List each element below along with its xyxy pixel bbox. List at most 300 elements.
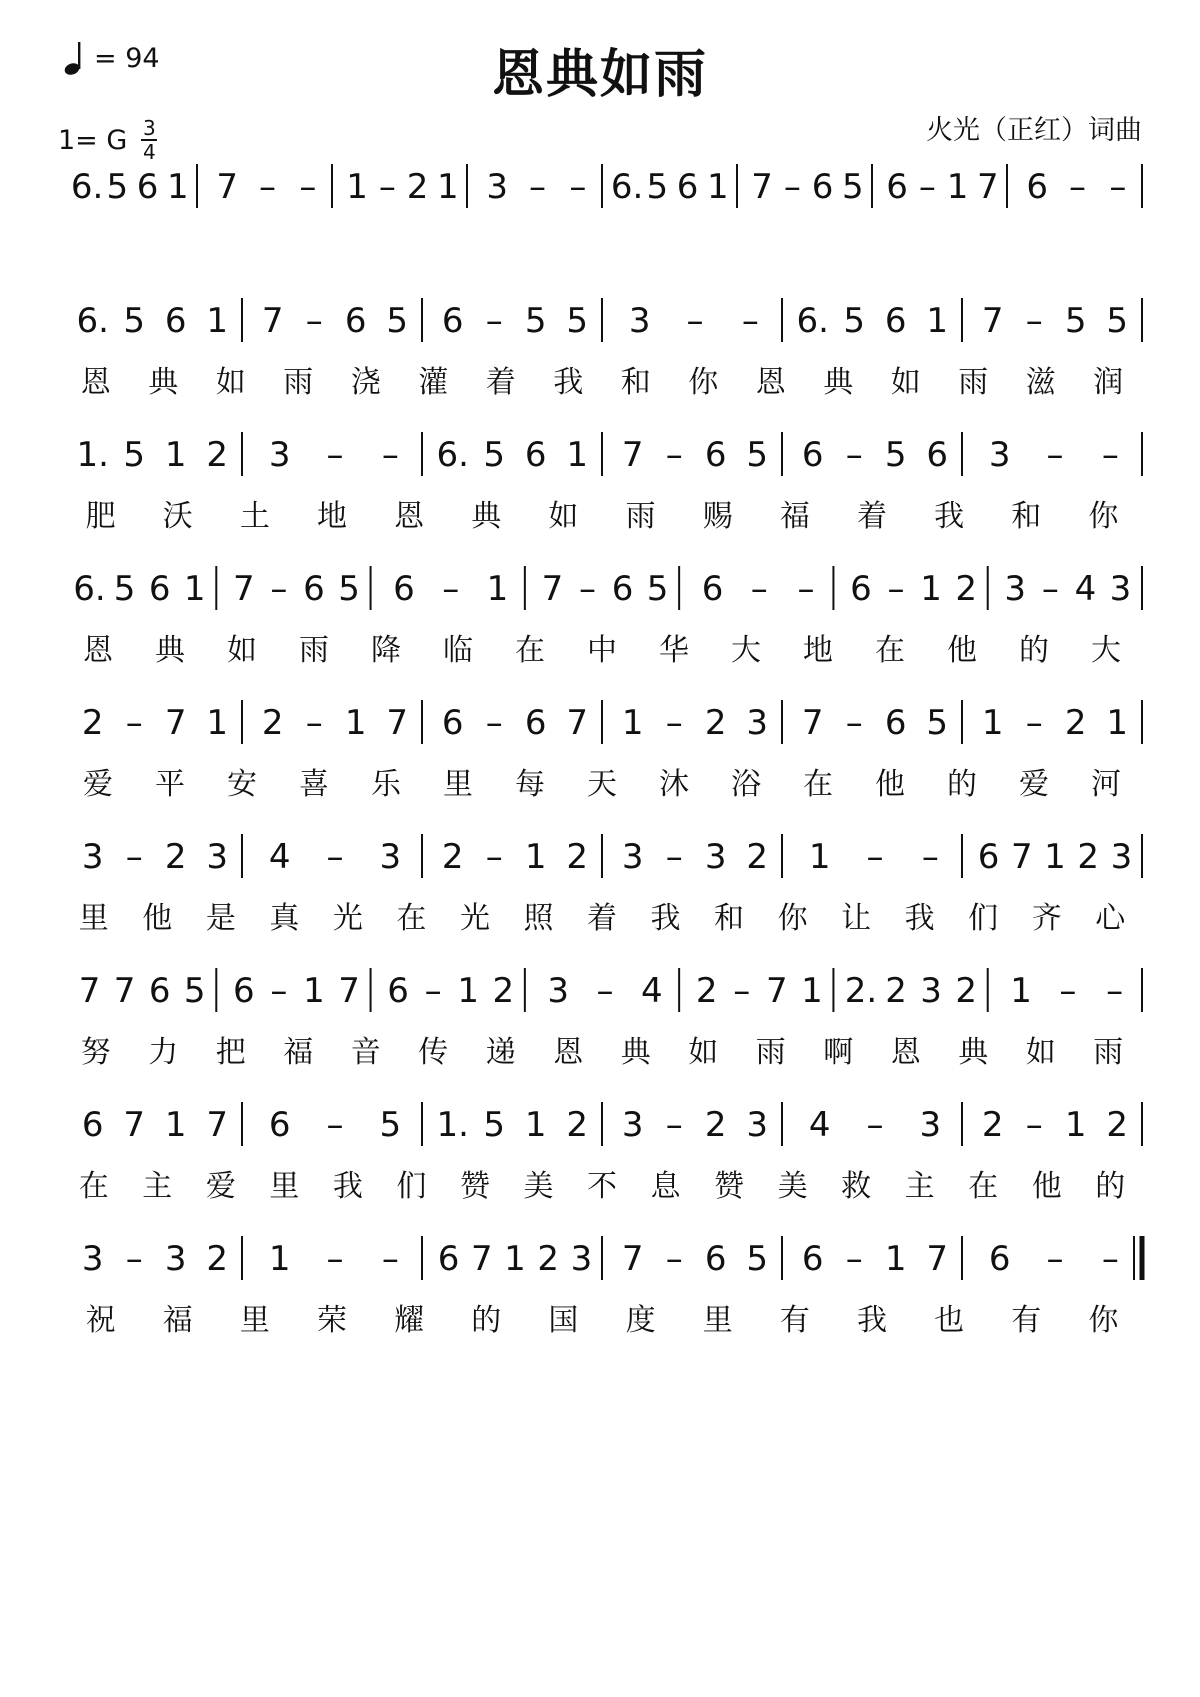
note: 6 [148, 971, 171, 1011]
lyric-char: 他 [875, 767, 905, 802]
note: 7 [470, 1239, 493, 1279]
note: 7 [233, 569, 255, 609]
note: 4 [640, 971, 663, 1011]
dash: – [665, 703, 683, 743]
dash: – [305, 301, 323, 341]
lyric-char: 如 [1025, 1035, 1056, 1070]
note: 1 [167, 167, 189, 207]
note: 2 [206, 1239, 229, 1279]
note: 7 [621, 1239, 644, 1279]
lyric-char: 如 [227, 633, 257, 668]
lyric-char: 地 [317, 499, 347, 534]
lyric-char: 祝 [85, 1303, 116, 1338]
lyric-char: 我 [934, 499, 965, 534]
lyric-char: 心 [1095, 901, 1126, 936]
note: 1 [808, 837, 831, 877]
note: 2 [1106, 1105, 1129, 1145]
lyric-char: 美 [777, 1169, 808, 1204]
dash: – [1101, 1239, 1119, 1279]
note: 1 [303, 971, 325, 1011]
note: 3 [746, 703, 769, 743]
dash: – [665, 1239, 683, 1279]
lyric-char: 大 [731, 633, 761, 668]
dash: – [326, 837, 344, 877]
note: 6 [393, 569, 415, 609]
note: 1 [524, 1105, 547, 1145]
dash: – [578, 569, 596, 609]
lyric-char: 你 [1088, 1303, 1119, 1338]
dash: – [529, 167, 546, 207]
lyric-char: 着 [857, 499, 887, 534]
note: 1 [183, 569, 206, 609]
note: 3 [547, 971, 570, 1011]
note: 6 [850, 569, 872, 609]
note: 2 [441, 837, 464, 877]
dash: – [1101, 435, 1119, 475]
lyric-char: 光 [459, 901, 490, 936]
note: 7 [113, 971, 136, 1011]
lyric-char: 我 [650, 901, 681, 936]
lyric-char: 如 [548, 499, 579, 534]
note: 5 [113, 569, 136, 609]
note: 6 [344, 301, 367, 341]
note: 3 [164, 1239, 187, 1279]
note: 5 [566, 301, 589, 341]
dash: – [741, 301, 759, 341]
note: 1 [524, 837, 547, 877]
note: 1 [801, 971, 823, 1011]
note: 5 [183, 971, 206, 1011]
lyric-char: 在 [875, 633, 905, 668]
lyric-char: 主 [142, 1169, 173, 1204]
note: 2 [406, 167, 429, 207]
note: 3 [486, 167, 508, 207]
dash: – [1025, 1105, 1043, 1145]
lyric-char: 雨 [625, 499, 656, 534]
note: 6 [148, 569, 171, 609]
dash: – [378, 167, 396, 207]
note: 1 [1010, 971, 1032, 1011]
lyric-char: 爱 [205, 1169, 236, 1204]
note: 6 [611, 569, 634, 609]
lyric-char: 降 [371, 633, 401, 668]
note: 3 [1110, 837, 1133, 877]
dash: – [733, 971, 751, 1011]
note: 3 [704, 837, 727, 877]
dash: – [1025, 703, 1043, 743]
lyric-char: 爱 [83, 767, 113, 802]
note: 3 [746, 1105, 769, 1145]
lyric-char: 有 [779, 1303, 810, 1338]
note: 6 [136, 167, 159, 207]
note: 7 [338, 971, 360, 1011]
lyric-char: 里 [78, 901, 109, 936]
note: 5 [842, 167, 864, 207]
note: 2 [704, 703, 727, 743]
dash: – [596, 971, 614, 1011]
lyric-char: 美 [523, 1169, 554, 1204]
lyric-char: 们 [396, 1169, 427, 1204]
lyric-char: 如 [890, 365, 921, 400]
lyric-char: 福 [162, 1303, 193, 1338]
dash: – [259, 167, 276, 207]
lyric-char: 你 [777, 901, 808, 936]
lyric-char: 我 [857, 1303, 887, 1338]
note: 6 [801, 1239, 824, 1279]
note: 1 [1106, 703, 1129, 743]
dash: – [1069, 167, 1086, 207]
dash: – [845, 703, 863, 743]
lyric-char: 度 [625, 1303, 656, 1338]
dash: – [1025, 301, 1043, 341]
note: 6 [303, 569, 325, 609]
note: 2 [885, 971, 907, 1011]
note: 1 [504, 1239, 526, 1279]
lyric-char: 救 [841, 1169, 872, 1204]
note: 3 [919, 1105, 942, 1145]
note: 5 [843, 301, 866, 341]
dash: – [1046, 435, 1064, 475]
note: 6. [610, 167, 644, 207]
note: 5 [746, 1239, 769, 1279]
lyric-char: 息 [650, 1169, 681, 1204]
note: 5 [123, 435, 146, 475]
dash: – [485, 837, 503, 877]
note: 1 [164, 435, 187, 475]
dash: – [783, 167, 801, 207]
dash: – [485, 301, 503, 341]
note: 3 [81, 1239, 104, 1279]
note: 1 [1064, 1105, 1087, 1145]
lyric-char: 福 [283, 1035, 314, 1070]
note: 3 [206, 837, 229, 877]
lyric-char: 啊 [823, 1035, 854, 1070]
note: 6 [387, 971, 409, 1011]
note: 7 [216, 167, 238, 207]
lyric-char: 他 [947, 633, 977, 668]
dash: – [887, 569, 905, 609]
time-sig-bottom: 4 [142, 140, 156, 164]
lyric-char: 的 [1095, 1169, 1126, 1204]
dash: – [797, 569, 815, 609]
note: 3 [379, 837, 402, 877]
note: 1 [920, 569, 942, 609]
lyric-char: 把 [215, 1035, 246, 1070]
lyric-char: 安 [227, 767, 257, 802]
lyric-char: 恩 [394, 499, 425, 534]
note: 3 [621, 837, 644, 877]
note: 3 [81, 837, 104, 877]
lyric-char: 典 [958, 1035, 989, 1070]
note: 6 [884, 301, 907, 341]
lyric-char: 福 [779, 499, 810, 534]
lyric-char: 润 [1093, 365, 1124, 400]
lyric-char: 和 [1011, 499, 1042, 534]
note: 1. [436, 1105, 469, 1145]
dash: – [270, 971, 288, 1011]
dash: – [1046, 1239, 1064, 1279]
note: 7 [621, 435, 644, 475]
lyric-char: 灌 [418, 365, 449, 400]
lyric-char: 河 [1091, 767, 1121, 802]
note: 6. [76, 301, 109, 341]
note: 5 [646, 569, 669, 609]
note: 2 [206, 435, 229, 475]
note: 6 [884, 703, 907, 743]
note: 7 [801, 703, 824, 743]
lyric-char: 典 [620, 1035, 651, 1070]
lyric-char: 天 [587, 767, 617, 802]
lyric-char: 们 [968, 901, 999, 936]
note: 7 [123, 1105, 146, 1145]
lyric-char: 华 [659, 633, 689, 668]
lyric-char: 努 [80, 1035, 111, 1070]
note: 2 [955, 569, 977, 609]
note: 6 [268, 1105, 291, 1145]
note: 1 [566, 435, 589, 475]
lyric-char: 照 [523, 901, 554, 936]
lyric-char: 递 [485, 1035, 516, 1070]
lyric-char: 典 [155, 633, 185, 668]
note: 1 [884, 1239, 907, 1279]
note: 6 [441, 703, 464, 743]
dash: – [1041, 569, 1059, 609]
dash: – [1109, 167, 1127, 207]
note: 6 [801, 435, 824, 475]
note: 7 [1010, 837, 1033, 877]
lyric-char: 沐 [659, 767, 689, 802]
lyric-char: 赞 [714, 1169, 745, 1204]
lyric-char: 和 [714, 901, 745, 936]
lyric-char: 每 [515, 767, 545, 802]
dash: – [326, 1239, 344, 1279]
lyric-char: 着 [485, 365, 516, 400]
lyric-char: 爱 [1019, 767, 1049, 802]
lyric-char: 传 [418, 1035, 449, 1070]
dash: – [750, 569, 768, 609]
note: 6 [524, 435, 547, 475]
note: 1 [457, 971, 480, 1011]
song-title: 恩典如雨 [491, 45, 708, 105]
note: 3 [570, 1239, 593, 1279]
note: 2. [844, 971, 878, 1011]
lyric-char: 音 [350, 1035, 381, 1070]
lyric-char: 的 [1019, 633, 1049, 668]
note: 5 [646, 167, 669, 207]
dash: – [381, 1239, 399, 1279]
dash: – [299, 167, 317, 207]
dash: – [125, 703, 143, 743]
lyric-char: 恩 [80, 365, 111, 400]
lyric-char: 如 [688, 1035, 719, 1070]
note: 1 [206, 703, 229, 743]
note: 5 [106, 167, 129, 207]
lyric-char: 着 [587, 901, 617, 936]
note: 2 [1064, 703, 1087, 743]
lyric-char: 有 [1011, 1303, 1042, 1338]
note: 6. [70, 167, 104, 207]
note: 6 [164, 301, 187, 341]
lyric-char: 里 [702, 1303, 733, 1338]
note: 2 [746, 837, 769, 877]
note: 6 [701, 569, 724, 609]
lyric-char: 你 [688, 365, 719, 400]
note: 1 [946, 167, 969, 207]
note: 3 [621, 1105, 644, 1145]
lyric-char: 雨 [755, 1035, 786, 1070]
note: 2 [704, 1105, 727, 1145]
note: 1 [164, 1105, 187, 1145]
lyric-char: 临 [443, 633, 473, 668]
dash: – [866, 1105, 884, 1145]
lyric-char: 和 [620, 365, 651, 400]
dash: – [1059, 971, 1077, 1011]
lyric-char: 里 [443, 767, 473, 802]
note: 6 [233, 971, 255, 1011]
lyric-char: 雨 [299, 633, 329, 668]
lyric-char: 齐 [1031, 901, 1062, 936]
dash: – [1106, 971, 1124, 1011]
note: 7 [751, 167, 773, 207]
dash: – [485, 703, 503, 743]
lyric-char: 让 [841, 901, 872, 936]
note: 4 [268, 837, 291, 877]
note: 5 [379, 1105, 402, 1145]
note: 6 [811, 167, 834, 207]
lyric-char: 雨 [958, 365, 989, 400]
note: 7 [164, 703, 187, 743]
note: 5 [1064, 301, 1087, 341]
note: 2 [164, 837, 187, 877]
dash: – [686, 301, 704, 341]
tempo-value: = 94 [94, 42, 160, 74]
dash: – [665, 435, 683, 475]
dash: – [918, 167, 936, 207]
note: 1 [346, 167, 368, 207]
dash: – [665, 1105, 683, 1145]
lyric-char: 在 [803, 767, 833, 802]
author-credit: 火光（正红）词曲 [926, 115, 1142, 146]
note: 2 [981, 1105, 1004, 1145]
note: 6 [704, 435, 727, 475]
lyric-char: 不 [587, 1169, 617, 1204]
dash: – [442, 569, 460, 609]
dash: – [125, 1239, 143, 1279]
lyric-char: 的 [471, 1303, 502, 1338]
note: 3 [1004, 569, 1027, 609]
dash: – [326, 1105, 344, 1145]
note: 6. [796, 301, 829, 341]
note: 7 [261, 301, 284, 341]
note: 5 [746, 435, 769, 475]
lyric-char: 如 [215, 365, 246, 400]
dash: – [326, 435, 344, 475]
note: 2 [566, 837, 589, 877]
note: 3 [1109, 569, 1132, 609]
note: 5 [524, 301, 547, 341]
note: 2 [1077, 837, 1100, 877]
dash: – [381, 435, 399, 475]
lyric-char: 在 [515, 633, 545, 668]
lyric-char: 耀 [394, 1303, 425, 1338]
note: 1 [621, 703, 644, 743]
lyric-char: 土 [239, 499, 270, 534]
dash: – [665, 837, 683, 877]
note: 2 [695, 971, 718, 1011]
note: 5 [483, 435, 506, 475]
dash: – [845, 435, 863, 475]
note: 7 [566, 703, 589, 743]
note: 6 [977, 837, 1000, 877]
lyric-char: 浴 [731, 767, 761, 802]
note: 6 [926, 435, 949, 475]
note: 4 [1074, 569, 1097, 609]
note: 3 [920, 971, 942, 1011]
note: 5 [884, 435, 907, 475]
note: 1 [268, 1239, 291, 1279]
lyric-char: 我 [904, 901, 935, 936]
note: 1 [707, 167, 729, 207]
key-label: 1= G [58, 124, 128, 156]
note: 7 [766, 971, 788, 1011]
note: 6 [704, 1239, 727, 1279]
note: 5 [926, 703, 949, 743]
lyric-char: 光 [332, 901, 363, 936]
lyric-char: 沃 [162, 499, 193, 534]
lyric-char: 在 [968, 1169, 999, 1204]
note: 6 [81, 1105, 104, 1145]
dash: – [921, 837, 939, 877]
lyric-char: 也 [934, 1303, 965, 1338]
note: 7 [981, 301, 1004, 341]
dash: – [569, 167, 587, 207]
note: 6 [441, 301, 464, 341]
note: 6 [676, 167, 699, 207]
note: 4 [808, 1105, 831, 1145]
lyric-char: 恩 [553, 1035, 584, 1070]
note: 3 [628, 301, 651, 341]
note: 2 [955, 971, 977, 1011]
lyric-char: 在 [78, 1169, 109, 1204]
lyric-char: 肥 [85, 499, 116, 534]
note: 2 [81, 703, 104, 743]
note: 6 [524, 703, 547, 743]
note: 5 [338, 569, 360, 609]
note: 7 [206, 1105, 229, 1145]
note: 6 [988, 1239, 1011, 1279]
lyric-char: 他 [142, 901, 173, 936]
note: 1 [206, 301, 229, 341]
lyric-char: 典 [823, 365, 854, 400]
lyric-char: 里 [269, 1169, 300, 1204]
lyric-char: 乐 [371, 767, 401, 802]
note: 6 [886, 167, 908, 207]
dash: – [424, 971, 442, 1011]
lyric-char: 力 [148, 1035, 179, 1070]
lyric-char: 荣 [317, 1303, 347, 1338]
lyric-char: 恩 [83, 633, 113, 668]
note: 2 [492, 971, 515, 1011]
lyric-char: 中 [587, 633, 617, 668]
lyric-char: 喜 [299, 767, 329, 802]
note: 6 [1026, 167, 1048, 207]
dash: – [866, 837, 884, 877]
note: 2 [566, 1105, 589, 1145]
note: 5 [483, 1105, 506, 1145]
lyric-char: 雨 [1093, 1035, 1124, 1070]
note: 7 [977, 167, 999, 207]
note: 5 [1106, 301, 1129, 341]
